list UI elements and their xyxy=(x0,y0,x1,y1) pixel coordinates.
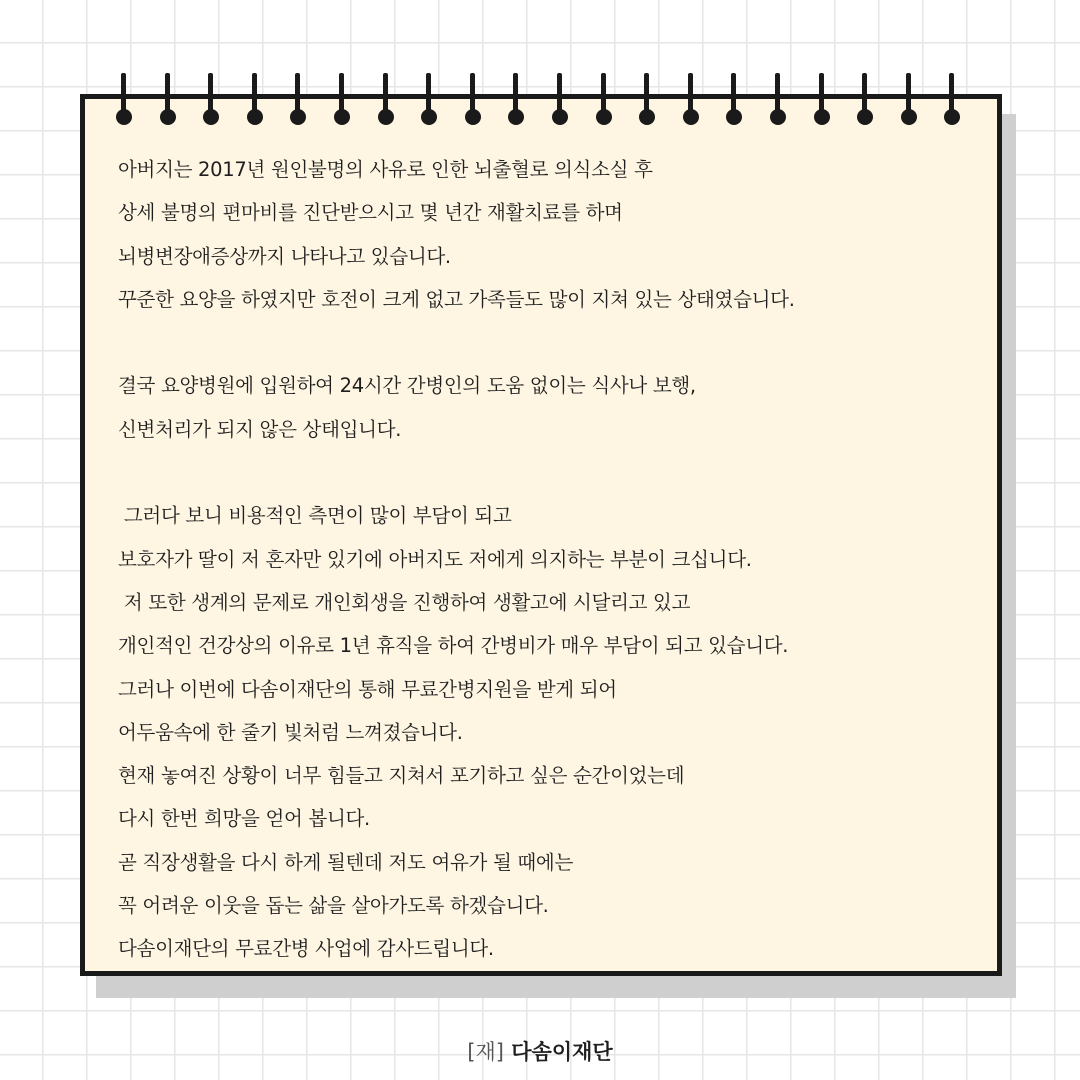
letter-line: 다솜이재단의 무료간병 사업에 감사드립니다. xyxy=(118,937,494,961)
spiral-ring xyxy=(899,73,919,129)
letter-line: 꼭 어려운 이웃을 돕는 삶을 살아가도록 하겠습니다. xyxy=(118,894,549,918)
letter-line: 상세 불명의 편마비를 진단받으시고 몇 년간 재활치료를 하며 xyxy=(118,201,623,225)
letter-line: 결국 요양병원에 입원하여 24시간 간병인의 도움 없이는 식사나 보행, xyxy=(118,374,696,398)
spiral-ring xyxy=(594,73,614,129)
letter-line: 곧 직장생활을 다시 하게 될텐데 저도 여유가 될 때에는 xyxy=(118,850,574,874)
letter-line: 어두움속에 한 줄기 빛처럼 느껴졌습니다. xyxy=(118,720,463,744)
spiral-ring xyxy=(201,73,221,129)
spiral-ring xyxy=(506,73,526,129)
letter-line: 그러나 이번에 다솜이재단의 통해 무료간병지원을 받게 되어 xyxy=(118,677,617,701)
letter-body xyxy=(118,148,978,971)
letter-line xyxy=(118,451,978,494)
letter-line: 다시 한번 희망을 얻어 봅니다. xyxy=(118,807,370,831)
letter-line: 아버지는 2017년 원인불명의 사유로 인한 뇌출혈로 의식소실 후 xyxy=(118,158,653,181)
foundation-logo xyxy=(0,1036,1080,1066)
spiral-ring xyxy=(812,73,832,129)
spiral-ring xyxy=(158,73,178,129)
spiral-ring xyxy=(463,73,483,129)
letter-line: 보호자가 딸이 저 혼자만 있기에 아버지도 저에게 의지하는 부분이 크십니다. xyxy=(118,547,752,571)
spiral-ring xyxy=(332,73,352,129)
logo-prefix: [재] xyxy=(467,1040,504,1064)
spiral-ring xyxy=(724,73,744,129)
spiral-ring xyxy=(114,73,134,129)
letter-line: 개인적인 건강상의 이유로 1년 휴직을 하여 간병비가 매우 부담이 되고 있습니다. xyxy=(118,634,789,658)
letter-line: 신변처리가 되지 않은 상태입니다. xyxy=(118,417,402,441)
letter-line: 현재 놓여진 상황이 너무 힘들고 지쳐서 포기하고 싶은 순간이었는데 xyxy=(118,764,685,788)
spiral-ring xyxy=(637,73,657,129)
letter-line: 저 또한 생계의 문제로 개인회생을 진행하여 생활고에 시달리고 있고 xyxy=(118,590,691,614)
spiral-ring xyxy=(942,73,962,129)
spiral-ring xyxy=(376,73,396,129)
letter-line: 꾸준한 요양을 하였지만 호전이 크게 없고 가족들도 많이 지쳐 있는 상태였습니다. xyxy=(118,287,795,311)
spiral-ring xyxy=(419,73,439,129)
spiral-ring xyxy=(768,73,788,129)
logo-name: 다솜이재단 xyxy=(511,1040,613,1064)
spiral-ring xyxy=(681,73,701,129)
letter-line xyxy=(118,321,978,364)
spiral-ring xyxy=(550,73,570,129)
spiral-ring xyxy=(855,73,875,129)
spiral-ring xyxy=(245,73,265,129)
letter-line: 뇌병변장애증상까지 나타나고 있습니다. xyxy=(118,244,451,268)
spiral-ring xyxy=(288,73,308,129)
letter-line: 그러다 보니 비용적인 측면이 많이 부담이 되고 xyxy=(118,504,512,528)
